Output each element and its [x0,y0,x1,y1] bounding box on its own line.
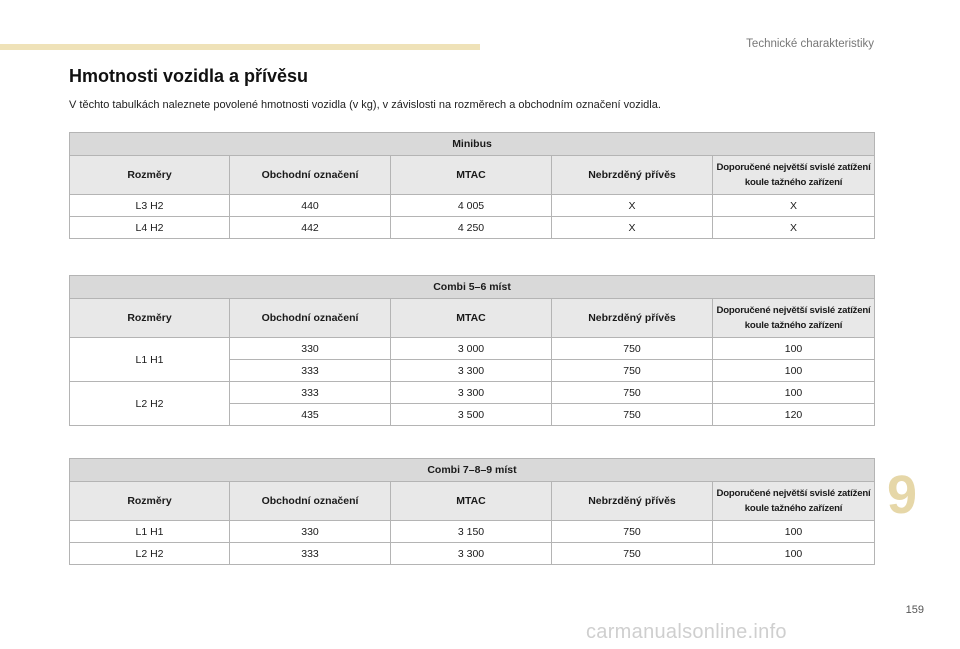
unbraked-trailer-cell: 750 [552,404,713,426]
unbraked-trailer-cell: 750 [552,543,713,565]
weights-table-minibus [69,132,875,239]
commercial-designation-cell: 333 [230,360,391,382]
towball-load-cell: 120 [713,404,875,426]
towball-load-cell: X [713,195,875,217]
table-row [70,338,875,360]
mtac-cell: 3 500 [391,404,552,426]
column-header-mtac: MTAC [391,299,552,338]
page-number: 159 [905,604,924,616]
column-header-towball-load: Doporučené největší svislé zatížení koule tažného zařízení [713,482,875,521]
commercial-designation-cell: 435 [230,404,391,426]
towball-load-cell: X [713,217,875,239]
column-header-mtac: MTAC [391,156,552,195]
table-row [70,382,875,404]
column-header-dimensions: Rozměry [70,299,230,338]
dimensions-cell: L2 H2 [70,543,230,565]
commercial-designation-cell: 333 [230,382,391,404]
dimensions-cell: L4 H2 [70,217,230,239]
towball-load-cell: 100 [713,521,875,543]
table-row [70,217,875,239]
weights-table-combi-5-6 [69,275,875,426]
table-row [70,521,875,543]
column-header-unbraked-trailer: Nebrzděný přívěs [552,482,713,521]
column-header-towball-load: Doporučené největší svislé zatížení koule tažného zařízení [713,156,875,195]
column-header-commercial-designation: Obchodní označení [230,299,391,338]
commercial-designation-cell: 440 [230,195,391,217]
towball-load-cell: 100 [713,543,875,565]
dimensions-cell: L1 H1 [70,521,230,543]
mtac-cell: 3 150 [391,521,552,543]
weights-table-combi-7-8-9 [69,458,875,565]
table-caption: Combi 5–6 míst [70,276,875,299]
dimensions-cell: L2 H2 [70,382,230,426]
towball-load-cell: 100 [713,338,875,360]
unbraked-trailer-cell: 750 [552,338,713,360]
watermark: carmanualsonline.info [586,621,787,643]
commercial-designation-cell: 442 [230,217,391,239]
unbraked-trailer-cell: 750 [552,521,713,543]
unbraked-trailer-cell: 750 [552,382,713,404]
towball-load-cell: 100 [713,382,875,404]
towball-load-cell: 100 [713,360,875,382]
unbraked-trailer-cell: 750 [552,360,713,382]
top-accent-bar [0,44,480,50]
commercial-designation-cell: 330 [230,338,391,360]
mtac-cell: 3 300 [391,360,552,382]
column-header-commercial-designation: Obchodní označení [230,482,391,521]
table-row [70,543,875,565]
section-title: Technické charakteristiky [746,38,874,50]
column-header-dimensions: Rozměry [70,482,230,521]
mtac-cell: 4 005 [391,195,552,217]
chapter-number: 9 [887,465,918,525]
dimensions-cell: L1 H1 [70,338,230,382]
mtac-cell: 3 300 [391,382,552,404]
mtac-cell: 3 300 [391,543,552,565]
column-header-commercial-designation: Obchodní označení [230,156,391,195]
mtac-cell: 4 250 [391,217,552,239]
column-header-towball-load: Doporučené největší svislé zatížení koule tažného zařízení [713,299,875,338]
table-caption: Minibus [70,133,875,156]
page-title: Hmotnosti vozidla a přívěsu [69,66,309,86]
commercial-designation-cell: 333 [230,543,391,565]
column-header-unbraked-trailer: Nebrzděný přívěs [552,299,713,338]
commercial-designation-cell: 330 [230,521,391,543]
table-row [70,195,875,217]
column-header-mtac: MTAC [391,482,552,521]
unbraked-trailer-cell: X [552,195,713,217]
dimensions-cell: L3 H2 [70,195,230,217]
intro-text: V těchto tabulkách naleznete povolené hmotnosti vozidla (v kg), v závislosti na rozměrech a obchodním označení vozidla. [69,99,661,111]
column-header-dimensions: Rozměry [70,156,230,195]
table-caption: Combi 7–8–9 míst [70,459,875,482]
unbraked-trailer-cell: X [552,217,713,239]
mtac-cell: 3 000 [391,338,552,360]
column-header-unbraked-trailer: Nebrzděný přívěs [552,156,713,195]
